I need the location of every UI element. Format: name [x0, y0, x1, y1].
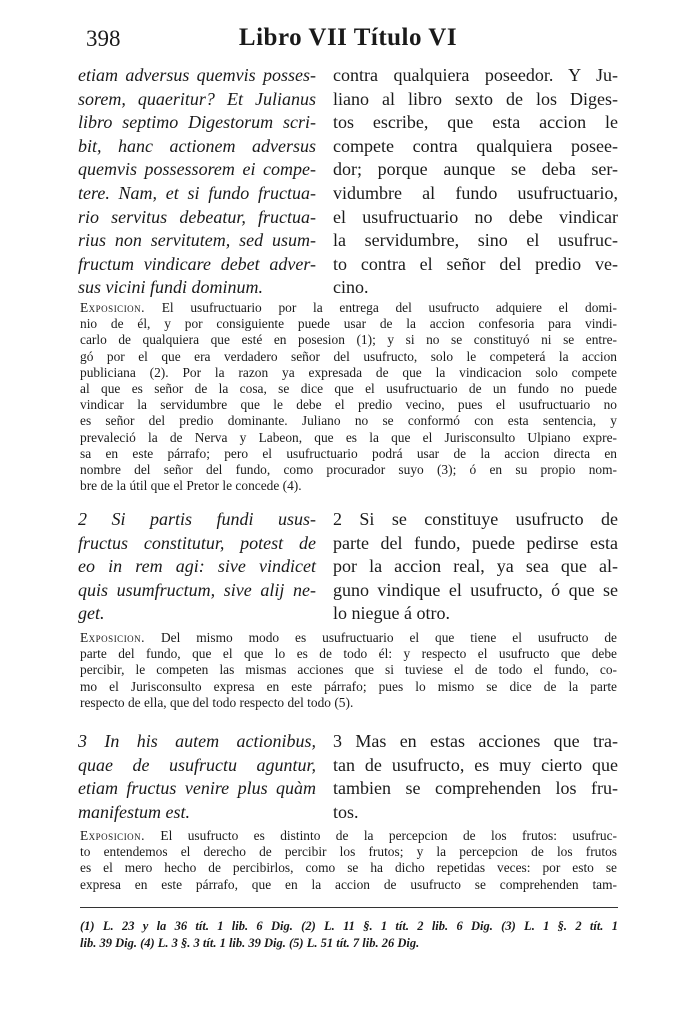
- spanish-line: liano al libro sexto de los Diges-: [333, 88, 618, 109]
- latin-line: manifestum est.: [78, 801, 190, 822]
- latin-line: fructus constitutur, potest de: [78, 532, 316, 553]
- latin-line: get.: [78, 603, 105, 624]
- latin-line: eo in rem agi: sive vindicet: [78, 556, 316, 577]
- running-title: Libro VII Título VI: [238, 24, 458, 51]
- exposicion-line: es el mero hecho de percibirlos, como se ha dicho repetidas veces: por esto se: [80, 860, 617, 876]
- page-number: 398: [86, 26, 121, 51]
- spanish-line: guno vindique el usufructo, ó que se: [333, 579, 618, 600]
- exposicion-line: vindicar la servidumbre que le debe el predio vecino, pues el usufructuario no: [80, 397, 617, 413]
- exposicion-line: percibir, le competen las mismas acciones que si tuviese el de todo el fundo, co-: [80, 662, 617, 678]
- spanish-line: 2 Si se constituye usufructo de: [333, 509, 618, 529]
- spanish-column: [333, 64, 618, 300]
- spanish-column: [333, 508, 618, 626]
- page-header: [78, 22, 618, 62]
- paragraph-1: [78, 64, 618, 304]
- latin-line: etiam adversus quemvis posses-: [78, 65, 316, 85]
- exposicion-line: nio de él, y por consiguiente puede usar de la accion confesoria para vindi-: [80, 316, 617, 332]
- latin-line: 3 In his autem actionibus,: [78, 731, 316, 751]
- exposicion-label: Exposicion.: [80, 828, 146, 843]
- footnote-rule: [80, 907, 618, 908]
- exposicion-line: parte del fundo, que el que lo es de todo él: y respecto el usufructo que debe: [80, 646, 617, 662]
- exposicion-line: mo el Jurisconsulto expresa en este párrafo; pues lo mismo se dice de la parte: [80, 678, 617, 694]
- exposicion-line: to entendemos el derecho de percibir los frutos; y la percepcion de los frutos: [80, 844, 617, 860]
- exposicion-line: al que es señor de la cosa, se dice que el usufructuario de un fundo no puede: [80, 381, 617, 397]
- latin-column: [78, 730, 316, 824]
- spanish-line: por la accion real, ya sea que al-: [333, 556, 618, 577]
- footnotes: [80, 918, 618, 951]
- latin-line: rius non servitutem, sed usum-: [78, 230, 316, 251]
- latin-line: quemvis possessorem ei compe-: [78, 159, 316, 180]
- spanish-line: cino.: [333, 277, 369, 298]
- exposicion-line: gó por el que era verdadero señor del usufructo, solo le competerá la accion: [80, 348, 617, 364]
- spanish-line: vidumbre al fundo usufructuario,: [333, 182, 618, 203]
- exposicion-2: [80, 630, 617, 711]
- latin-line: sorem, quaeritur? Et Julianus: [78, 88, 316, 109]
- spanish-line: el usufructuario no debe vindicar: [333, 206, 618, 227]
- exposicion-line: Exposicion. El usufructo es distinto de la percepcion de los frutos: usufruc-: [80, 828, 617, 843]
- exposicion-3: [80, 828, 617, 893]
- spanish-line: contra qualquiera poseedor. Y Ju-: [333, 65, 618, 85]
- exposicion-line: publiciana (2). Por la razon ya expresada de que la vindicacion solo compete: [80, 364, 617, 380]
- latin-line: etiam fructus venire plus quàm: [78, 778, 316, 799]
- exposicion-line: prevaleció la de Nerva y Labeon, que es la que el Jurisconsulto Ulpiano expre-: [80, 429, 617, 445]
- spanish-line: la servidumbre, sino el usufruc-: [333, 230, 618, 251]
- latin-line: rio servitus debeatur, fructua-: [78, 206, 316, 227]
- spanish-line: dor; porque aunque se deba ser-: [333, 159, 618, 180]
- exposicion-line: sa en este párrafo; pero el usufructuario podrá usar de la accion directa en: [80, 445, 617, 461]
- latin-column: [78, 508, 316, 626]
- spanish-column: [333, 730, 618, 824]
- spanish-line: tos.: [333, 801, 359, 822]
- exposicion-label: Exposicion.: [80, 630, 146, 645]
- exposicion-line: expresa en este párrafo, que en la accion de usufructo se comprehenden tam-: [80, 876, 617, 892]
- spanish-line: parte del fundo, puede pedirse esta: [333, 532, 618, 553]
- spanish-line: tos escribe, que esta accion le: [333, 112, 618, 133]
- exposicion-line: respecto de ella, que del todo respecto del todo (5).: [80, 694, 354, 710]
- spanish-line: tan de usufructo, es muy cierto que: [333, 754, 618, 775]
- exposicion-label: Exposicion.: [80, 300, 146, 315]
- exposicion-line: nombre del señor del fundo, como procurador suyo (3); ó en su propio nom-: [80, 462, 617, 478]
- paragraph-2: [78, 508, 618, 628]
- exposicion-1: [80, 300, 617, 494]
- latin-line: fructum vindicare debet adver-: [78, 253, 316, 274]
- footnote-line: (1) L. 23 y la 36 tít. 1 lib. 6 Dig. (2) L. 11 §. 1 tít. 2 lib. 6 Dig. (3) L. 1 §. 2 tít. 1: [80, 919, 618, 933]
- latin-line: quis usumfructum, sive alij ne-: [78, 579, 316, 600]
- latin-line: tere. Nam, et si fundo fructua-: [78, 182, 316, 203]
- latin-line: sus vicini fundi dominum.: [78, 277, 263, 298]
- exposicion-line: carlo de qualquiera que esté en posesion (1); y si no se constituyó ni se entre-: [80, 332, 617, 348]
- exposicion-line: bre de la útil que el Pretor le concede (4).: [80, 478, 302, 494]
- spanish-line: lo niegue á otro.: [333, 603, 450, 624]
- latin-line: libro septimo Digestorum scri-: [78, 112, 316, 133]
- spanish-line: compete contra qualquiera posee-: [333, 135, 618, 156]
- exposicion-line: es señor del predio dominante. Juliano no se conformó con esta sentencia, y: [80, 413, 617, 429]
- spanish-line: to contra el señor del predio ve-: [333, 253, 618, 274]
- spanish-line: tambien se comprehenden los fru-: [333, 778, 618, 799]
- latin-line: bit, hanc actionem adversus: [78, 135, 316, 156]
- exposicion-line: Exposicion. El usufructuario por la entrega del usufructo adquiere el domi-: [80, 300, 617, 315]
- paragraph-3: [78, 730, 618, 826]
- latin-line: quae de usufructu aguntur,: [78, 754, 316, 775]
- footnote-line: lib. 39 Dig. (4) L. 3 §. 3 tít. 1 lib. 39 Dig. (5) L. 51 tít. 7 lib. 26 Dig.: [80, 935, 420, 950]
- exposicion-line: Exposicion. Del mismo modo es usufructuario el que tiene el usufructo de: [80, 630, 617, 645]
- latin-column: [78, 64, 316, 300]
- latin-line: 2 Si partis fundi usus-: [78, 509, 316, 529]
- spanish-line: 3 Mas en estas acciones que tra-: [333, 731, 618, 751]
